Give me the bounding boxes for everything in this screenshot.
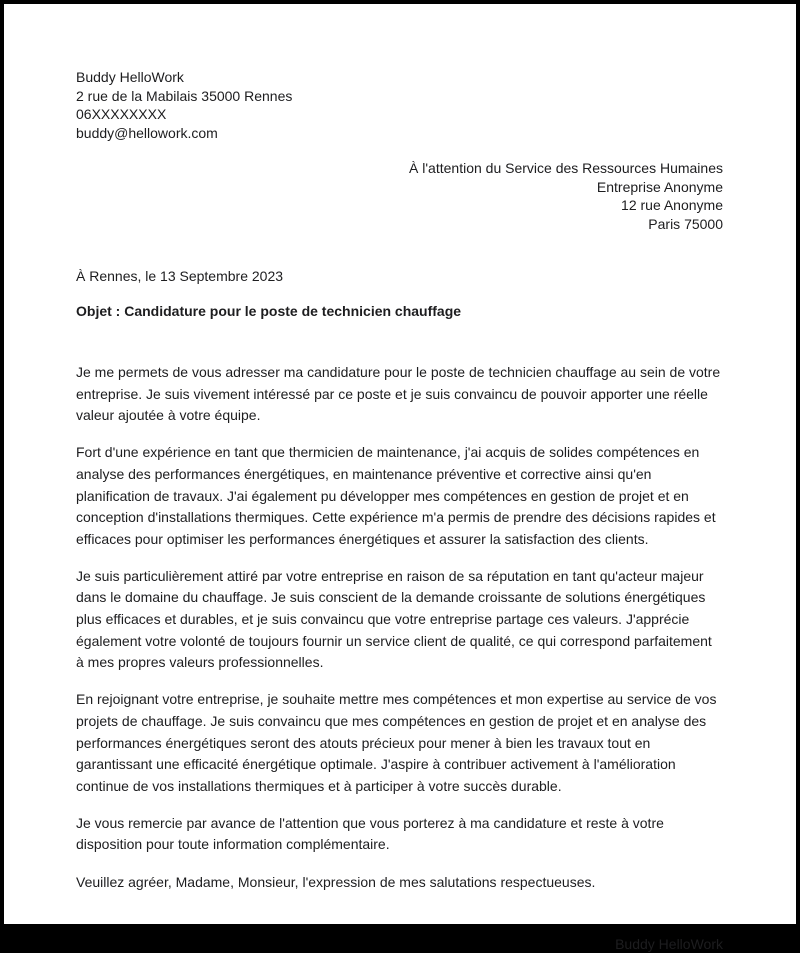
recipient-block — [76, 159, 723, 233]
paragraph-experience: Fort d'une expérience en tant que thermicien de maintenance, j'ai acquis de solides compétences en analyse des performances énergétiques, en maintenance préventive et corrective ainsi qu'en planification de travaux. J'ai également pu développer mes compétences en gestion de projet et en conception d'installations thermiques. Cette expérience m'a permis de prendre des décisions rapides et efficaces pour optimiser les performances énergétiques et assurer la satisfaction des clients. — [76, 444, 716, 547]
sender-phone: 06XXXXXXXX — [76, 106, 167, 122]
recipient-city: Paris 75000 — [648, 215, 723, 232]
signature: Buddy HelloWork — [615, 935, 723, 952]
subject-line: Objet : Candidature pour le poste de technicien chauffage — [76, 302, 462, 319]
paragraph-contribution: En rejoignant votre entreprise, je souhaite mettre mes compétences et mon expertise au service de vos projets de chauffage. Je suis convaincu que mes compétences en gestion de projet et en analyse des performances énergétiques seront des atouts précieux pour mener à bien les travaux tout en garantissant une efficacité énergétique optimale. J'aspire à contribuer activement à l'amélioration continue de vos installations thermiques et à participer à votre succès durable. — [76, 691, 717, 794]
sender-block — [76, 68, 723, 142]
sender-name: Buddy HelloWork — [76, 69, 184, 85]
date-line: À Rennes, le 13 Septembre 2023 — [76, 268, 284, 284]
paragraph-thanks: Je vous remercie par avance de l'attention que vous porterez à ma candidature et reste à votre disposition pour toute information complémentaire. — [76, 814, 664, 853]
recipient-attention: À l'attention du Service des Ressources Humaines — [409, 160, 723, 176]
paragraph-intro: Je me permets de vous adresser ma candidature pour le poste de technicien chauffage au sein de votre entreprise. Je suis vivement intéressé par ce poste et je suis convaincu de pouvoir apporter une réelle valeur ajoutée à votre équipe. — [76, 364, 721, 424]
sender-email: buddy@hellowork.com — [76, 124, 218, 141]
recipient-street: 12 rue Anonyme — [621, 197, 723, 213]
recipient-company: Entreprise Anonyme — [596, 178, 723, 195]
letter-body — [76, 362, 723, 856]
sender-address: 2 rue de la Mabilais 35000 Rennes — [76, 87, 293, 104]
closing-line: Veuillez agréer, Madame, Monsieur, l'expression de mes salutations respectueuses. — [76, 874, 596, 891]
paragraph-motivation: Je suis particulièrement attiré par votre entreprise en raison de sa réputation en tant qu'acteur majeur dans le domaine du chauffage. Je suis conscient de la demande croissante de solutions énergétiques plus efficaces et durables, et je suis convaincu que votre entreprise partage ces valeurs. J'apprécie également votre volonté de toujours fournir un service client de qualité, ce qui correspond parfaitement à mes propres valeurs professionnelles. — [76, 567, 712, 671]
